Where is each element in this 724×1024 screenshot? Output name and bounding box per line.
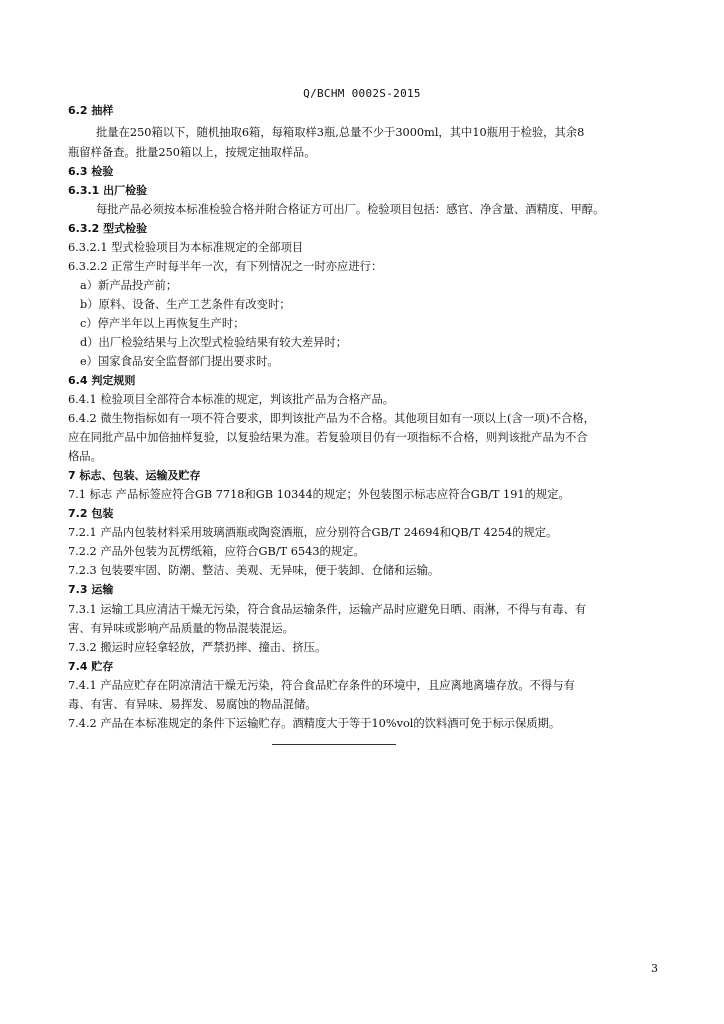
section-7-3-heading: 7.3 运输	[68, 583, 114, 596]
paragraph-line: 应在同批产品中加倍抽样复验，以复验结果为准。若复验项目仍有一项指标不合格，则判该批产品为不合	[68, 431, 588, 444]
section-6-3-2-heading: 6.3.2 型式检验	[68, 222, 148, 235]
list-item: b）原料、设备、生产工艺条件有改变时；	[80, 298, 291, 311]
clause-line: 7.4.2 产品在本标准规定的条件下运输贮存。酒精度大于等于10%vol的饮料酒可免于标示保质期。	[68, 717, 561, 730]
end-rule-divider	[272, 744, 396, 745]
list-item: c）停产半年以上再恢复生产时；	[80, 317, 245, 330]
clause-line: 7.2.3 包装要牢固、防潮、整洁、美观、无异味，便于装卸、仓储和运输。	[68, 564, 440, 577]
clause-line: 7.2.1 产品内包装材料采用玻璃酒瓶或陶瓷酒瓶，应分别符合GB/T 24694和QB/T 4254的规定。	[68, 526, 558, 539]
clause-line: 7.3.1 运输工具应清洁干燥无污染，符合食品运输条件，运输产品时应避免日晒、雨淋，不得与有毒、有	[68, 603, 587, 616]
section-6-3-1-heading: 6.3.1 出厂检验	[68, 184, 148, 197]
section-6-2-heading: 6.2 抽样	[68, 104, 114, 117]
clause-line: 6.4.2 微生物指标如有一项不符合要求，即判该批产品为不合格。其他项目如有一项以上(含一项)不合格，	[68, 412, 595, 425]
document-header-code: Q/BCHM 0002S-2015	[303, 87, 421, 100]
paragraph-line: 批量在250箱以下，随机抽取6箱，每箱取样3瓶,总量不少于3000ml，其中10瓶用于检验，其余8	[96, 126, 585, 139]
list-item: d）出厂检验结果与上次型式检验结果有较大差异时；	[80, 336, 348, 349]
section-7-4-heading: 7.4 贮存	[68, 660, 114, 673]
list-item: a）新产品投产前；	[80, 279, 178, 292]
paragraph-line: 毒、有害、有异味、易挥发、易腐蚀的物品混储。	[68, 698, 317, 711]
list-item: e）国家食品安全监督部门提出要求时。	[80, 355, 279, 368]
section-6-4-heading: 6.4 判定规则	[68, 374, 136, 387]
section-7-2-heading: 7.2 包装	[68, 507, 114, 520]
clause-line: 7.3.2 搬运时应轻拿轻放，严禁扔摔、撞击、挤压。	[68, 641, 327, 654]
paragraph-line: 格品。	[68, 450, 102, 463]
clause-line: 7.1 标志 产品标签应符合GB 7718和GB 10344的规定；外包装图示标志应符合GB/T 191的规定。	[68, 488, 570, 501]
clause-line: 7.4.1 产品应贮存在阴凉清洁干燥无污染，符合食品贮存条件的环境中，且应离地离墙存放。不得与有	[68, 679, 575, 692]
page-number: 3	[651, 962, 658, 975]
section-6-3-heading: 6.3 检验	[68, 165, 114, 178]
clause-line: 6.3.2.2 正常生产时每半年一次，有下列情况之一时亦应进行：	[68, 260, 383, 273]
paragraph-line: 瓶留样备查。批量250箱以上，按规定抽取样品。	[68, 146, 316, 159]
paragraph-line: 每批产品必须按本标准检验合格并附合格证方可出厂。检验项目包括：感官、净含量、酒精度、甲醇。	[96, 203, 605, 216]
clause-line: 6.3.2.1 型式检验项目为本标准规定的全部项目	[68, 241, 304, 254]
clause-line: 7.2.2 产品外包装为瓦楞纸箱，应符合GB/T 6543的规定。	[68, 545, 365, 558]
section-7-heading: 7 标志、包装、运输及贮存	[68, 469, 201, 482]
paragraph-line: 害、有异味或影响产品质量的物品混装混运。	[68, 622, 294, 635]
clause-line: 6.4.1 检验项目全部符合本标准的规定，判该批产品为合格产品。	[68, 393, 395, 406]
